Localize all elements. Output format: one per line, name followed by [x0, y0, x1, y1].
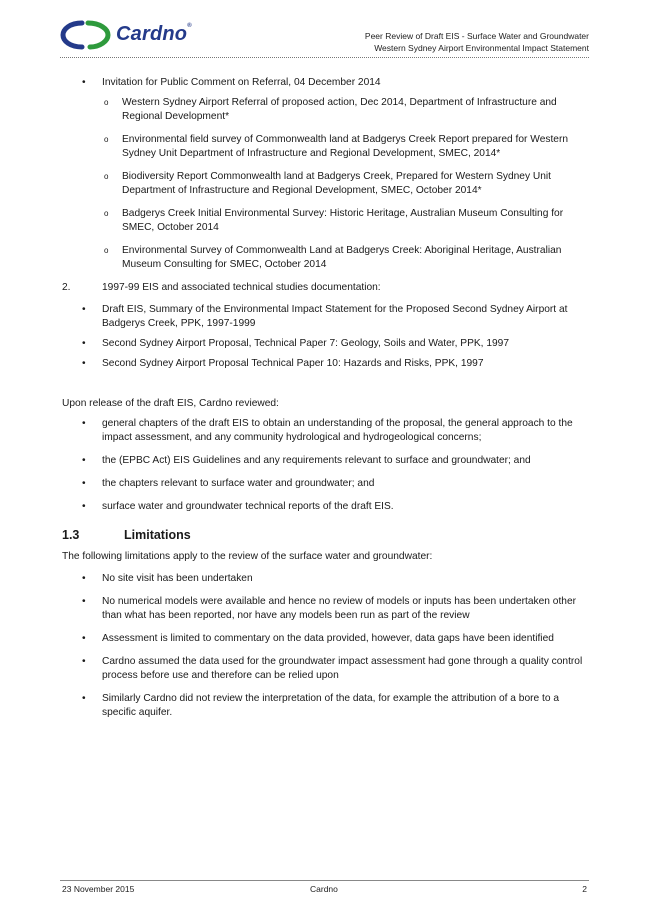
list-item: • surface water and groundwater technical reports of the draft EIS.	[62, 500, 592, 514]
item-number: 2.	[62, 282, 71, 293]
referral-sub-list	[62, 96, 592, 272]
review-list	[62, 417, 592, 514]
sub-list-item: o Environmental Survey of Commonwealth Land at Badgerys Creek: Aboriginal Heritage, Australian Museum Consulting for SMEC, October 2014	[62, 244, 592, 272]
item-text: 1997-99 EIS and associated technical studies documentation:	[102, 282, 381, 293]
list-item: • general chapters of the draft EIS to obtain an understanding of the proposal, the general approach to the impact assessment, and any community hydrological and hydrogeological concerns;	[62, 417, 592, 445]
cardno-logo	[60, 20, 220, 52]
referral-list	[62, 76, 592, 90]
header-title-line-1: Peer Review of Draft EIS - Surface Water and Groundwater	[364, 31, 589, 41]
header-divider	[60, 57, 589, 58]
logo-wordmark: Cardno®	[116, 23, 192, 45]
section-title: Limitations	[124, 528, 191, 542]
sub-list-item: o Western Sydney Airport Referral of proposed action, Dec 2014, Department of Infrastructure and Regional Development*	[62, 96, 592, 124]
cardno-logo-mark-icon	[60, 20, 112, 50]
list-item: • Draft EIS, Summary of the Environmental Impact Statement for the Proposed Second Sydney Airport at Badgerys Creek, PPK, 1997-1999	[62, 303, 592, 331]
sub-list-item: o Biodiversity Report Commonwealth land at Badgerys Creek, Prepared for Western Sydney Unit Department of Infrastructure and Regional Development, SMEC, October 2014*	[62, 170, 592, 198]
footer-company: Cardno	[310, 884, 338, 894]
header-title-line-2: Western Sydney Airport Environmental Impact Statement	[374, 43, 589, 53]
section-number: 1.3	[62, 528, 80, 542]
page-number: 2	[582, 884, 587, 894]
list-item: • Second Sydney Airport Proposal, Technical Paper 7: Geology, Soils and Water, PPK, 1997	[62, 337, 592, 351]
list-item: • Assessment is limited to commentary on the data provided, however, data gaps have been identified	[62, 632, 592, 646]
list-item: • the (EPBC Act) EIS Guidelines and any requirements relevant to surface and groundwater; and	[62, 454, 592, 468]
sub-list-item: o Badgerys Creek Initial Environmental Survey: Historic Heritage, Australian Museum Consulting for SMEC, October 2014	[62, 207, 592, 235]
list-item: • Second Sydney Airport Proposal Technical Paper 10: Hazards and Risks, PPK, 1997	[62, 357, 592, 371]
list-item: • No numerical models were available and hence no review of models or inputs has been undertaken other than what has been reported, nor have any models been run as part of the review	[62, 595, 592, 623]
list-item: • Invitation for Public Comment on Referral, 04 December 2014	[62, 76, 592, 90]
numbered-item	[62, 281, 592, 295]
list-item: • the chapters relevant to surface water and groundwater; and	[62, 477, 592, 491]
sub-list-item: o Environmental field survey of Commonwealth land at Badgerys Creek Report prepared for Western Sydney Unit Department of Infrastructure and Regional Development, SMEC, 2014*	[62, 133, 592, 161]
list-item: • Similarly Cardno did not review the interpretation of the data, for example the attribution of a bore to a specific aquifer.	[62, 692, 592, 720]
document-header-title	[365, 30, 589, 54]
list-item: • Cardno assumed the data used for the groundwater impact assessment had gone through a quality control process before use and therefore can be relied upon	[62, 655, 592, 683]
eis-documents-list	[62, 303, 592, 371]
footer-divider	[60, 880, 589, 881]
limitations-intro: The following limitations apply to the review of the surface water and groundwater:	[62, 551, 433, 562]
release-paragraph: Upon release of the draft EIS, Cardno reviewed:	[62, 398, 279, 409]
section-heading	[62, 528, 592, 544]
page-body	[62, 76, 592, 729]
footer-date: 23 November 2015	[62, 884, 135, 894]
limitations-list	[62, 572, 592, 720]
list-item: • No site visit has been undertaken	[62, 572, 592, 586]
